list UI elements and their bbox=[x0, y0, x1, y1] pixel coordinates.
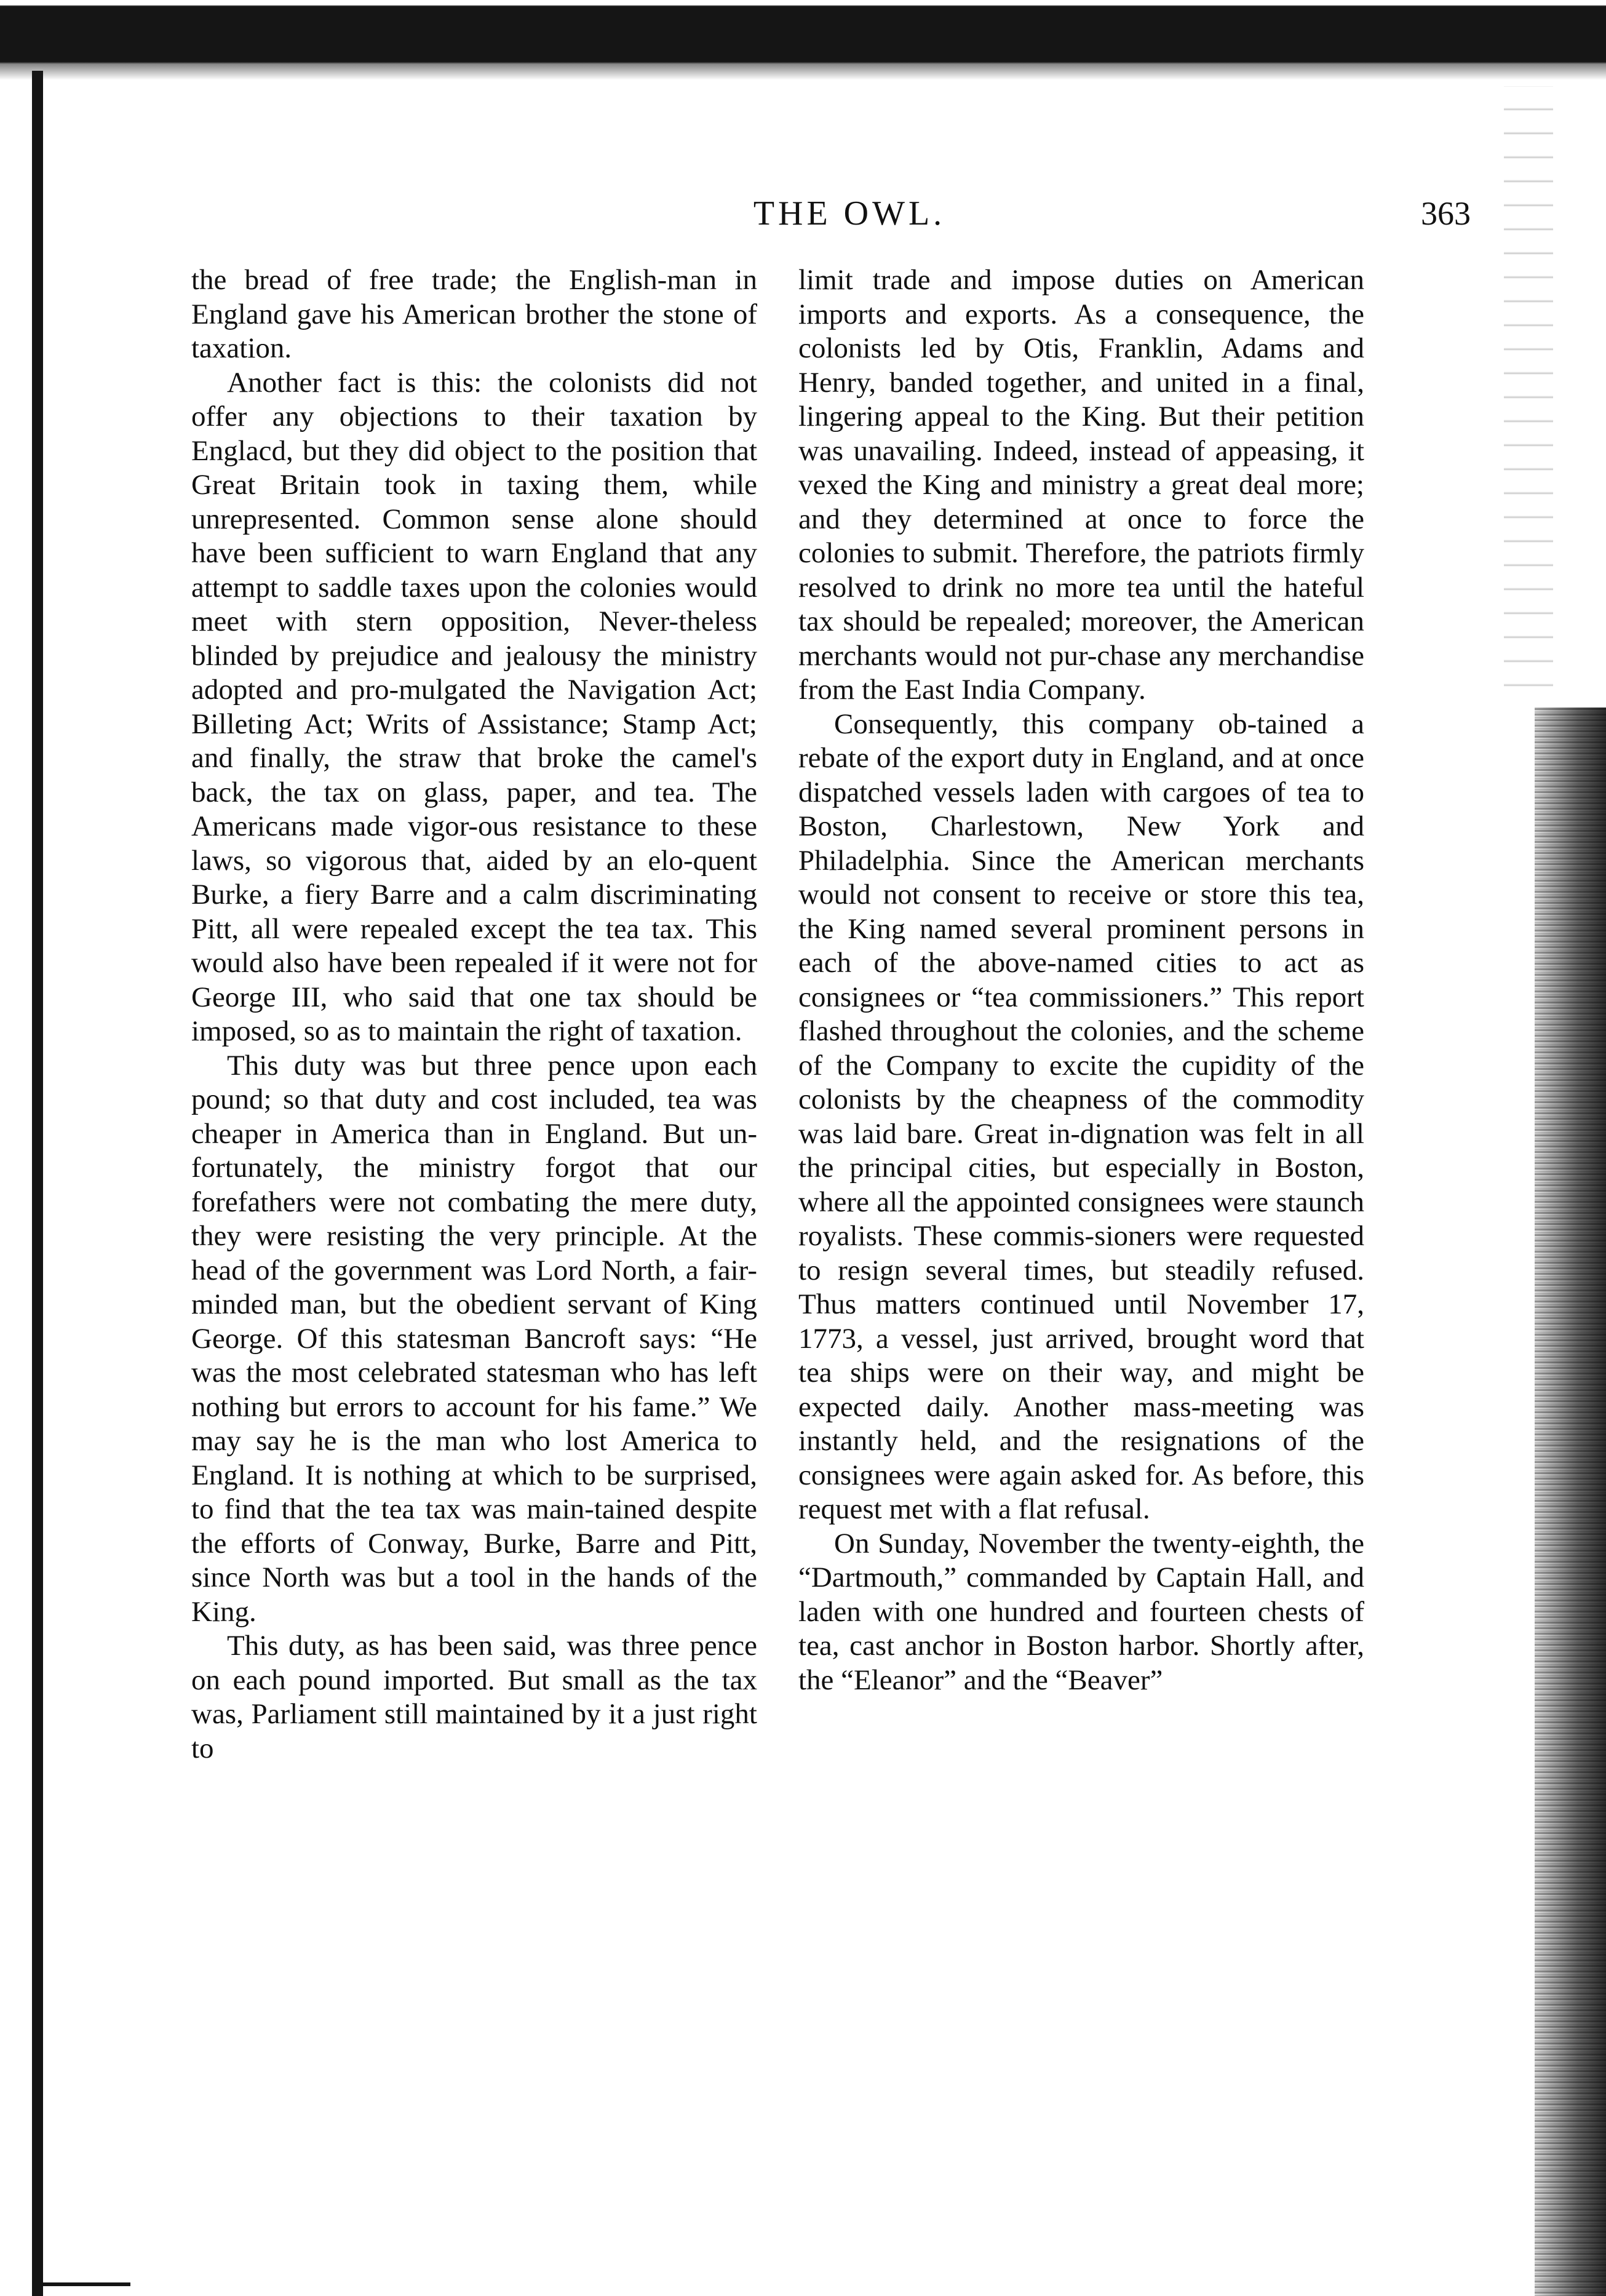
paragraph: This duty was but three pence upon each pound; so that duty and cost included, tea was cheaper in America than in England. But un-fortunately, the ministry forgot that our forefathers were not combating the mere duty, they were resisting the very principle. At the head of the government was Lord North, a fair-minded man, but the obedient servant of King George. Of this statesman Bancroft says: “He was the most celebrated statesman who has left nothing but errors to account for his fame.” We may say he is the man who lost America to England. It is nothing at which to be surprised, to find that the tea tax was main-tained despite the efforts of Conway, Burke, Barre and Pitt, since North was but a tool in the hands of the King. bbox=[191, 1049, 757, 1628]
paragraph: the bread of free trade; the English-man in England gave his American brother the stone of taxation. bbox=[191, 264, 757, 364]
page-top-border bbox=[0, 0, 1606, 64]
paragraph: Another fact is this: the colonists did not offer any objections to their taxation by Englacd, but they did object to the position that Great Britain took in taxing them, while unrepresented. Common sense alone should have been sufficient to warn England that any attempt to saddle taxes upon the colonies would meet with stern opposition, Never-theless blinded by prejudice and jealousy the ministry adopted and pro-mulgated the Navigation Act; Billeting Act; Writs of Assistance; Stamp Act; and finally, the straw that broke the camel's back, the tax on glass, paper, and tea. The Americans made vigor-ous resistance to these laws, so vigorous that, aided by an elo-quent Burke, a fiery Barre and a calm discriminating Pitt, all were repealed except the tea tax. This would also have been repealed if it were not for George III, who said that one tax should be imposed, so as to maintain the right of taxation. bbox=[191, 366, 757, 1047]
paragraph: Consequently, this company ob-tained a rebate of the export duty in England, and at once dispatched vessels laden with cargoes of tea to Boston, Charlestown, New York and Philadelphia. Since the American merchants would not consent to receive or store this tea, the King named several prominent persons in each of the above-named cities to act as consignees or “tea commissioners.” This report flashed throughout the colonies, and the scheme of the Company to excite the cupidity of the colonists by the cheapness of the commodity was laid bare. Great in-dignation was felt in all the principal cities, but especially in Boston, where all the appointed consignees were staunch royalists. These commis-sioners were requested to resign several times, but steadily refused. Thus matters continued until November 17, 1773, a vessel, just arrived, brought word that tea ships were on their way, and might be expected daily. Another mass-meeting was instantly held, and the resignations of the consignees were again asked for. As before, this request met with a flat refusal. bbox=[798, 708, 1364, 1525]
right-column bbox=[798, 263, 1364, 1697]
page-title: THE OWL. bbox=[753, 194, 946, 233]
paragraph: limit trade and impose duties on American imports and exports. As a consequence, the colonists led by Otis, Franklin, Adams and Henry, banded together, and united in a final, lingering appeal to the King. But their petition was unavailing. Indeed, instead of appeasing, it vexed the King and ministry a great deal more; and they determined at once to force the colonies to submit. Therefore, the patriots firmly resolved to drink no more tea until the hateful tax should be repealed; moreover, the American merchants would not pur-chase any merchandise from the East India Company. bbox=[798, 264, 1364, 706]
paragraph: On Sunday, November the twenty-eighth, the “Dartmouth,” commanded by Captain Hall, and laden with one hundred and fourteen chests of tea, cast anchor in Boston harbor. Shortly after, the “Eleanor” and the “Beaver” bbox=[798, 1527, 1364, 1696]
scan-edge-shadow bbox=[1535, 708, 1606, 2296]
page-bottom-tick bbox=[32, 2282, 130, 2286]
paragraph: This duty, as has been said, was three pence on each pound imported. But small as the tax was, Parliament still maintained by it a just right to bbox=[191, 1630, 757, 1764]
page-left-border bbox=[32, 71, 43, 2296]
running-head bbox=[191, 192, 1508, 235]
page-number: 363 bbox=[1421, 195, 1471, 232]
scan-edge-specks bbox=[1504, 86, 1553, 708]
left-column bbox=[191, 263, 757, 1766]
